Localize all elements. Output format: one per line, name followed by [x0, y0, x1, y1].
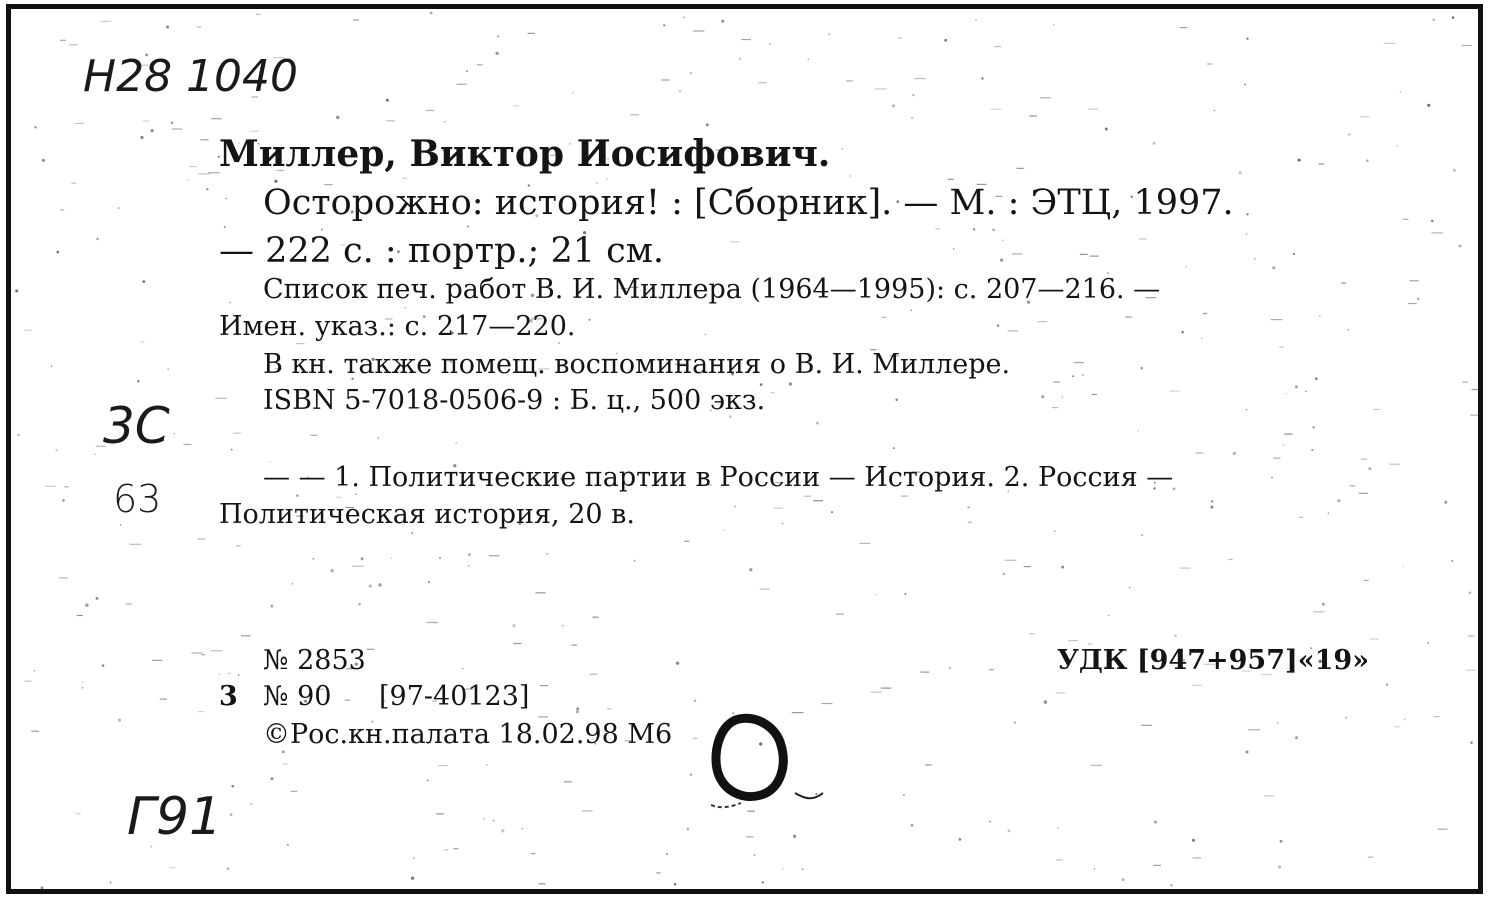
extent-line: — 222 с. : портр.; 21 см. [219, 231, 665, 271]
catalog-card [6, 4, 1483, 894]
subject-headings-line1: — — 1. Политические партии в России — История. 2. Россия — [263, 462, 1174, 493]
works-list-note: Список печ. работ В. И. Миллера (1964—1995): с. 207—216. — [263, 274, 1161, 305]
handwritten-code-63: 63 [113, 477, 162, 521]
memoirs-note: В кн. также помещ. воспоминания о В. И. Миллере. [263, 349, 1011, 380]
record-code: [97-40123] [379, 681, 530, 712]
book-chamber-line: ©Рос.кн.палата 18.02.98 М6 [263, 719, 673, 750]
udc-code: УДК [947+957]«19» [1057, 645, 1370, 676]
isbn-line: ISBN 5-7018-0506-9 : Б. ц., 500 экз. [263, 385, 766, 416]
card-prefix: 3 [219, 681, 238, 712]
punch-hole-mark [701, 709, 851, 819]
handwritten-shelfmark: H28 1040 [83, 51, 299, 102]
title-line: Осторожно: история! : [Сборник]. — М. : ЭТЦ, 1997. [263, 183, 1234, 223]
handwritten-code-3c: 3C [103, 397, 170, 455]
handwritten-code-g91: Г91 [127, 787, 223, 847]
subject-headings-line2: Политическая история, 20 в. [219, 499, 635, 530]
name-index-note: Имен. указ.: с. 217—220. [219, 311, 576, 342]
author-heading: Миллер, Виктор Иосифович. [219, 133, 831, 175]
card-number: № 2853 [263, 645, 366, 676]
record-number: № 90 [263, 681, 332, 712]
